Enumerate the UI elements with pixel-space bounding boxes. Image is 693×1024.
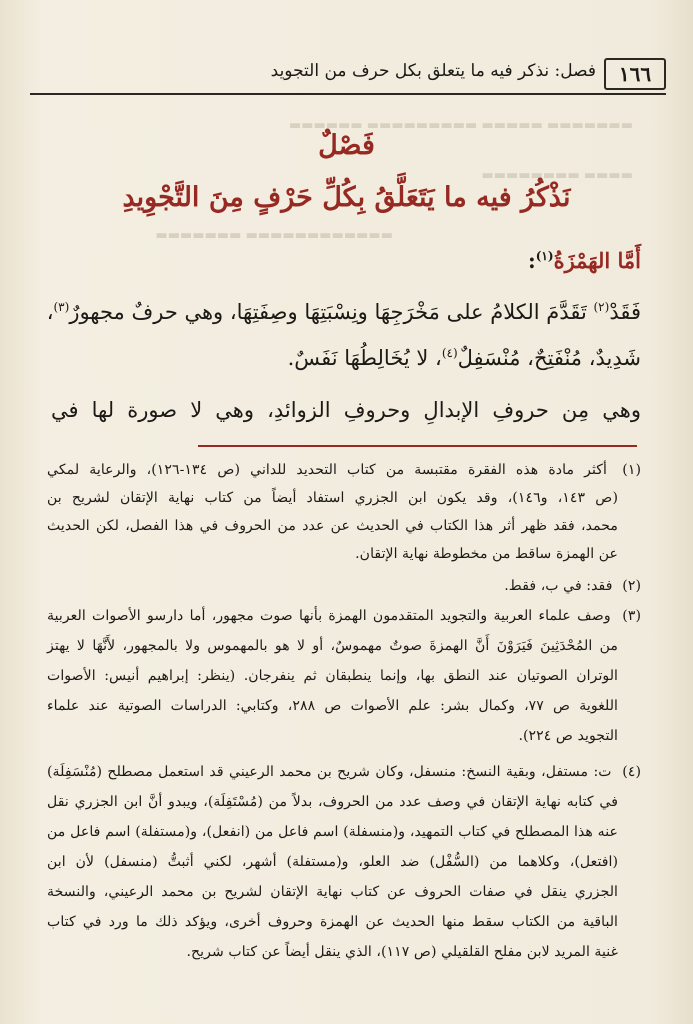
body-text: ، xyxy=(46,300,54,324)
body-line-3: وهي مِن حروفِ الإبدالِ وحروفِ الزوائدِ، وهي لا صورة لها في xyxy=(51,398,641,422)
running-head xyxy=(30,58,666,92)
section-colon: : xyxy=(527,248,536,273)
footnote-text: من المُحْدَثِينَ فَيَرَوْنَ أَنَّ الهمزةَ صوتٌ مهموسٌ، أو لا هو بالمهموس ولا بالمجهور، لأَنَّهَا لا يهتز xyxy=(47,638,618,654)
footnote-marker: (٣) xyxy=(622,608,641,624)
footnote-3-line-1 xyxy=(47,608,641,624)
footnote-text: التجويد ص ٢٢٤). xyxy=(518,728,618,744)
body-text: شَدِيدٌ، مُنْفَتِحٌ، مُنْسَفِلٌ xyxy=(457,346,641,370)
section-label: أَمَّا الهَمْزَةُ xyxy=(553,248,641,273)
body-text: فَقَدْ xyxy=(609,300,641,324)
footnote-ref-1: (١) xyxy=(535,249,554,263)
chapter-title: فَصْلٌ xyxy=(318,130,375,161)
body-line-1 xyxy=(46,300,641,324)
page-number: ١٦٦ xyxy=(604,58,666,90)
footnote-marker: (١) xyxy=(622,462,641,478)
footnote-text: وصف علماء العربية والتجويد المتقدمون الهمزة بأنها صوت مجهور، أما دارسو الأصوات العربية xyxy=(47,608,611,624)
footnote-3-line-3 xyxy=(47,668,641,684)
footnote-1-line-1 xyxy=(47,462,641,478)
footnote-text: عن الهمزة ساقط من مخطوطة نهاية الإتقان. xyxy=(355,546,618,562)
footnote-4-line-5 xyxy=(47,884,641,900)
footnote-2-line-1 xyxy=(47,578,641,594)
footnote-text: الباقية من الكتاب سقط منها الحديث عن الهمزة وحروف أخرى، ويؤكد ذلك ما ورد في كتاب xyxy=(47,914,618,930)
footnote-4-line-1 xyxy=(47,764,641,780)
footnote-text: عنه هذا المصطلح في كتاب التمهيد، و(منسفلة) اسم فاعل من (انفعل)، و(مستفلة) اسم فاعل من xyxy=(47,824,618,840)
footnote-4-line-3 xyxy=(47,824,641,840)
footnote-text: في كتابه نهاية الإتقان في وصف عدد من الحروف، بدلاً من (مُسْتَفِلَة)، ويبدو أنَّ ابن الجزري نقل xyxy=(47,794,618,810)
footnote-4-line-4 xyxy=(47,854,641,870)
footnote-text: الجزري ينقل في صفات الحروف عن كتاب نهاية الإتقان لشريح بن محمد الرعيني، والنسخة xyxy=(47,884,618,900)
footnote-1-line-2 xyxy=(47,490,641,506)
footnote-4-line-6 xyxy=(47,914,641,930)
footnote-4-line-7 xyxy=(47,944,641,960)
footnote-ref-2: (٢) xyxy=(593,300,610,314)
footnote-marker: (٢) xyxy=(622,578,641,594)
footnote-3-line-5 xyxy=(47,728,641,744)
bleed-through-texture: ▬▬▬▬▬▬▬▬▬▬▬▬ ▬▬▬▬▬▬▬ xyxy=(155,228,393,243)
footnote-ref-3: (٣) xyxy=(53,300,70,314)
body-line-2 xyxy=(288,346,641,370)
footnote-marker: (٤) xyxy=(622,764,641,780)
footnote-divider xyxy=(198,445,637,447)
footnote-text: غنية المريد لابن مفلح القلقيلي (ص ١١٧)، الذي ينقل أيضاً عن كتاب شريح. xyxy=(186,944,618,960)
bleed-through-texture: ▬▬▬▬ ▬▬▬▬▬▬▬▬ xyxy=(481,168,633,183)
footnote-text: اللغوية ص ٧٧، وكمال بشر: علم الأصوات ص ٢٨٨، وكتابي: الدراسات الصوتية عند علماء xyxy=(47,698,618,714)
footnote-text: الوتران الصوتيان عند النطق بها، وإنما ينطبقان ثم ينفرجان. (ينظر: إبراهيم أنيس: الأصوات xyxy=(47,668,618,684)
footnote-4-line-2 xyxy=(47,794,641,810)
footnote-text: (ص ١٤٣، و١٤٦)، وقد يكون ابن الجزري استفاد أيضاً من كتاب نهاية الإتقان لشريح بن xyxy=(47,490,618,506)
body-text: ، لا يُخَالِطُهَا نَفَسٌ. xyxy=(287,346,442,370)
footnote-text: محمد، فقد ظهر أثر هذا الكتاب في الحديث عن عدد من الحروف في هذا الفصل، لكن الحديث xyxy=(47,518,618,534)
footnote-text: فقد: في ب، فقط. xyxy=(504,578,613,594)
footnote-ref-4: (٤) xyxy=(441,346,458,360)
footnote-text: ت: مستفل، وبقية النسخ: منسفل، وكان شريح بن محمد الرعيني قد استعمل مصطلح (مُنْسَفِلَة) xyxy=(47,764,612,780)
running-title: فصل: نذكر فيه ما يتعلق بكل حرف من التجويد xyxy=(270,61,596,81)
bleed-through-texture: ▬▬▬▬▬▬▬ ▬▬▬▬▬ ▬▬▬▬▬▬▬▬▬ ▬▬▬▬▬▬ xyxy=(288,118,633,133)
body-text: تَقَدَّمَ الكلامُ على مَخْرَجِهَا ونِسْبَتِهَا وصِفَتِهَا، وهي حرفٌ مجهورٌ xyxy=(69,300,594,324)
footnote-text: (افتعل)، وكلاهما من (السُّفْل) ضد العلو، و(مستفلة) أشهر، لكني أثبتُّ (منسفل) لأن ابن xyxy=(47,854,618,870)
chapter-subtitle: نَذْكُرُ فيه ما يَتَعَلَّقُ بِكُلِّ حَرْفٍ مِنَ التَّجْوِيدِ xyxy=(122,182,571,213)
footnote-3-line-2 xyxy=(47,638,641,654)
footnote-text: أكثر مادة هذه الفقرة مقتبسة من كتاب التحديد للداني (ص ١٣٤-١٢٦)، والرعاية لمكي xyxy=(47,462,607,478)
header-divider xyxy=(30,93,666,95)
section-heading xyxy=(528,248,641,273)
footnote-3-line-4 xyxy=(47,698,641,714)
footnote-1-line-4 xyxy=(47,546,641,562)
footnote-1-line-3 xyxy=(47,518,641,534)
